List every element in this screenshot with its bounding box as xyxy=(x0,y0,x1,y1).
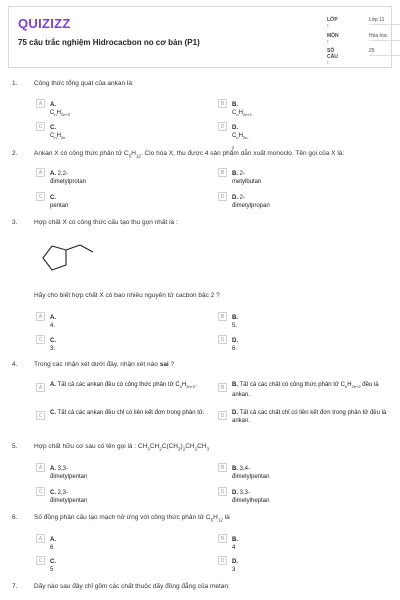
option-text: D. $C_nH_{2n-2}$ xyxy=(232,125,249,151)
option-text: C. pentan xyxy=(50,195,69,209)
option-letter-box: D xyxy=(218,192,227,201)
question-text: Ankan X có công thức phân tử $C_5H_{12}$. Clo hóa X, thu được 4 sản phẩm dẫn xuất monoclo. Tên gọi của X là: xyxy=(34,150,345,159)
option-letter-box: C xyxy=(36,487,45,496)
option-text: D. 6. xyxy=(232,338,238,352)
option-text: C. 2,3-đimetylpentan xyxy=(50,490,88,504)
option-letter-box: D xyxy=(218,335,227,344)
option-text: C. Tất cả các ankan đều chỉ có liên kết đơn trong phân tử. xyxy=(50,410,205,416)
option-text: D. 3,3-đimetylheptan xyxy=(232,490,270,504)
option-letter-box: A xyxy=(36,168,45,177)
option-letter-box: B xyxy=(218,534,227,543)
option-text: D. 3 xyxy=(232,559,238,573)
option-text: B. $C_nH_{2n+1}$ xyxy=(232,102,252,118)
option-letter-box: C xyxy=(36,556,45,565)
option-letter-box: C xyxy=(36,411,45,420)
option-text: C. $C_nH_{2n}$ xyxy=(50,125,66,141)
option-letter-box: A xyxy=(36,463,45,472)
option-letter-box: A xyxy=(36,312,45,321)
question-number: 7. xyxy=(12,583,18,590)
option-text: A. 6 xyxy=(50,537,56,551)
option-text: B. 5. xyxy=(232,315,238,329)
option-text: C. 3. xyxy=(50,338,56,352)
option-text: C. 5 xyxy=(50,559,56,573)
worksheet-title: 75 câu trắc nghiệm Hidrocacbon no cơ bản (P1) xyxy=(18,38,200,47)
option-letter-box: D xyxy=(218,122,227,131)
question-text: Hợp chất X có công thức cấu tạo thu gọn nhất là : xyxy=(34,219,178,226)
option-letter-box: B xyxy=(218,312,227,321)
option-letter-box: A xyxy=(36,534,45,543)
count-value: 25 xyxy=(369,48,400,56)
quizizz-logo: QUIZIZZ xyxy=(18,16,71,31)
count-label: SỐ CÂU : xyxy=(327,48,338,66)
question-text: Dãy nào sau đây chỉ gồm các chất thuộc dãy đồng đẳng của metan: xyxy=(34,583,230,590)
option-text: D. Tất cả các chất chỉ có liên kết đơn trong phân tử đều là ankan. xyxy=(232,410,387,424)
grade-label: LỚP : xyxy=(327,17,338,29)
ethylcyclopentane-structure xyxy=(38,238,108,278)
option-letter-box: B xyxy=(218,99,227,108)
question-number: 6. xyxy=(12,514,18,521)
question-number: 5. xyxy=(12,443,18,450)
option-text: A. 2,2-đimetylprotan xyxy=(50,171,87,185)
subject-label: MÔN : xyxy=(327,33,339,45)
option-letter-box: B xyxy=(218,383,227,392)
option-letter-box: B xyxy=(218,463,227,472)
question-text: Số đồng phân cấu tạo mạch hở ứng với công thức phân tử $C_5H_{12}$ là xyxy=(34,514,230,523)
option-letter-box: D xyxy=(218,487,227,496)
option-letter-box: C xyxy=(36,335,45,344)
option-text: B. 2- metylbutan xyxy=(232,171,262,185)
option-letter-box: C xyxy=(36,122,45,131)
option-text: A. 4. xyxy=(50,315,56,329)
question-number: 3. xyxy=(12,219,18,226)
grade-value: Lớp 11 xyxy=(369,17,400,25)
question-number: 4. xyxy=(12,361,18,368)
option-text: B. Tất cả các chất có công thức phân tử $C_nH_{2n+2}$ đều là ankan. xyxy=(232,382,379,399)
question-number: 2. xyxy=(12,150,18,157)
option-text: A. Tất cả các ankan đều có công thức phân tử $C_nH_{2n+2}$. xyxy=(50,382,197,390)
option-letter-box: D xyxy=(218,556,227,565)
question-number: 1. xyxy=(12,80,18,87)
question-subtext: Hãy cho biết hợp chất X có bao nhiêu nguyên tử cacbon bậc 2 ? xyxy=(34,292,220,299)
question-text: Hợp chất hữu cơ sau có tên gọi là : $CH_3CH_2C(CH_3)_2CH_2CH_3$ xyxy=(34,443,210,452)
option-text: A. $C_nH_{2n+2}$ xyxy=(50,102,70,118)
option-letter-box: B xyxy=(218,168,227,177)
question-text: Công thức tổng quát của ankan là: xyxy=(34,80,134,87)
question-text: Trong các nhận xét dưới đây, nhận xét nào sai ? xyxy=(34,361,175,368)
option-letter-box: A xyxy=(36,383,45,392)
option-letter-box: A xyxy=(36,99,45,108)
option-text: B. 4 xyxy=(232,537,238,551)
option-text: B. 3,4-đimetylpentan xyxy=(232,466,270,480)
option-letter-box: D xyxy=(218,411,227,420)
subject-value: Hóa học xyxy=(369,33,400,41)
worksheet-header xyxy=(8,6,392,68)
option-text: A. 3,3-đimetylpentan xyxy=(50,466,88,480)
option-text: D. 2- đimetylpropan xyxy=(232,195,270,209)
option-letter-box: C xyxy=(36,192,45,201)
